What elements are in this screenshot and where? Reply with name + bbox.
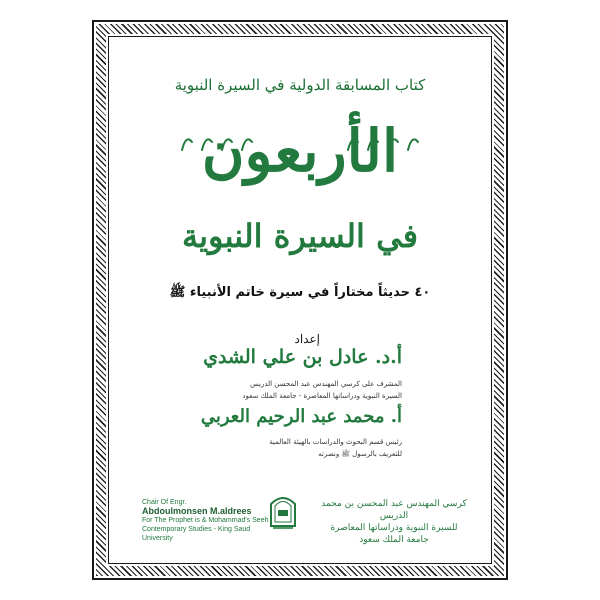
author-1-name: أ.د. عادل بن علي الشدي <box>203 346 402 368</box>
book-tagline: ٤٠ حديثاً مختاراً في سيرة خاتم الأنبياء ﷺ <box>169 285 431 300</box>
author-2-name: أ. محمد عبد الرحيم العربي <box>200 406 402 427</box>
author-2-role-line-2: للتعريف بالرسول ﷺ ونصرته <box>318 450 402 458</box>
chair-ar-line-1: كرسي المهندس عبد المحسن بن محمد الدريس <box>321 499 467 521</box>
author-2-role <box>182 436 402 460</box>
book-title: الأربعون <box>201 117 399 185</box>
author-1-role <box>182 378 402 402</box>
book-subtitle: في السيرة النبوية <box>181 217 419 255</box>
chair-ar-line-2: للسيرة النبوية ودراساتها المعاصرة <box>330 523 458 533</box>
series-title: كتاب المسابقة الدولية في السيرة النبوية <box>174 76 426 94</box>
author-1-role-line-1: المشرف على كرسي المهندس عبد المحسن الدريس <box>250 380 402 388</box>
author-2-role-line-1: رئيس قسم البحوث والدراسات بالهيئة العالمية <box>269 438 402 446</box>
chair-en-line-1: Chair Of Engr. <box>142 499 187 506</box>
chair-en-line-3: For The Prophet is & Mohammad's Seeh <box>142 517 269 524</box>
chair-en-line-4: Contemporary Studies - King Saud University <box>142 526 251 542</box>
chair-en-line-2: Abdoulmonsen M.aldrees <box>142 506 252 516</box>
prepared-by-label: إعداد <box>294 332 320 346</box>
chair-arabic-block <box>306 498 482 546</box>
chair-english-block <box>142 498 272 543</box>
author-1-role-line-2: السيرة النبوية ودراساتها المعاصرة - جامعة الملك سعود <box>242 392 402 400</box>
cover-content <box>112 40 488 560</box>
chair-emblem-icon <box>268 490 298 530</box>
chair-ar-line-3: جامعة الملك سعود <box>359 535 429 545</box>
